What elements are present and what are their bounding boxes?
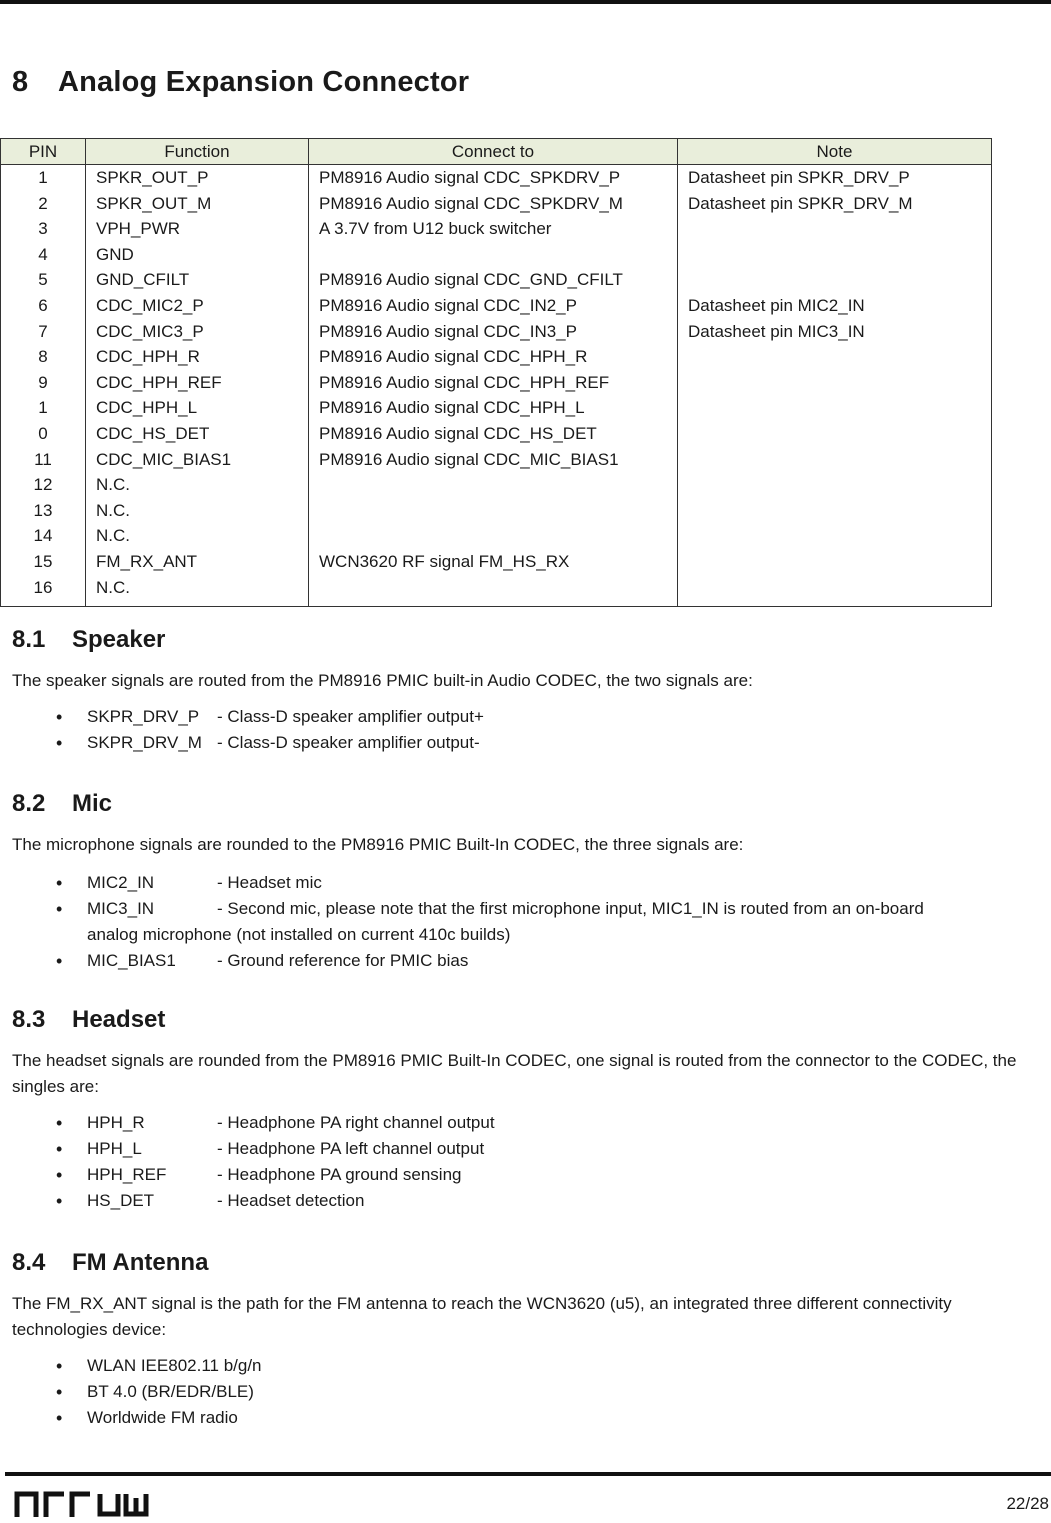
function-cell: GND: [86, 242, 309, 268]
headset-intro: The headset signals are rounded from the PM8916 PMIC Built-In CODEC, one signal is routed from the connector to the CODEC, the singles are:: [12, 1051, 1017, 1096]
speaker-intro: The speaker signals are routed from the PM8916 PMIC built-in Audio CODEC, the two signals are:: [12, 671, 753, 690]
headset-section: [12, 1006, 1032, 1214]
table-row: [1, 293, 992, 319]
note-cell: [678, 242, 992, 268]
table-row: [1, 472, 992, 498]
function-cell: SPKR_OUT_P: [86, 165, 309, 191]
table-row: [1, 421, 992, 447]
speaker-heading: 8.1 Speaker: [12, 626, 166, 653]
header-pin: PIN: [1, 139, 86, 165]
function-cell: CDC_MIC2_P: [86, 293, 309, 319]
connect-cell: PM8916 Audio signal CDC_GND_CFILT: [309, 267, 678, 293]
arrow-logo: [14, 1488, 150, 1523]
note-cell: [678, 370, 992, 396]
connect-cell: WCN3620 RF signal FM_HS_RX: [309, 549, 678, 575]
table-row: [1, 191, 992, 217]
list-item: • SKPR_DRV_M - Class-D speaker amplifier output-: [56, 733, 480, 753]
list-item: • SKPR_DRV_P - Class-D speaker amplifier output+: [56, 707, 484, 727]
note-cell: [678, 575, 992, 601]
headset-heading: 8.3 Headset: [12, 1006, 166, 1033]
list-item: • MIC2_IN - Headset mic: [56, 873, 322, 893]
connect-cell: PM8916 Audio signal CDC_SPKDRV_M: [309, 191, 678, 217]
connect-cell: [309, 498, 678, 524]
note-cell: [678, 472, 992, 498]
pin-cell: 13: [1, 498, 86, 524]
connect-cell: PM8916 Audio signal CDC_MIC_BIAS1: [309, 447, 678, 473]
list-item: • WLAN IEE802.11 b/g/n: [56, 1356, 262, 1376]
table-row: [1, 216, 992, 242]
list-item: • Worldwide FM radio: [56, 1408, 238, 1428]
note-cell: Datasheet pin SPKR_DRV_P: [678, 165, 992, 191]
pin-cell: 15: [1, 549, 86, 575]
mic-heading: 8.2 Mic: [12, 790, 113, 817]
speaker-section: [12, 626, 1032, 756]
list-item: • HS_DET - Headset detection: [56, 1191, 365, 1211]
fm-heading: 8.4 FM Antenna: [12, 1249, 209, 1276]
pin-cell: 11: [1, 447, 86, 473]
connect-cell: [309, 242, 678, 268]
pin-cell: 1: [1, 395, 86, 421]
function-cell: N.C.: [86, 472, 309, 498]
mic-section: [12, 790, 1032, 974]
connect-cell: PM8916 Audio signal CDC_HPH_REF: [309, 370, 678, 396]
connect-cell: PM8916 Audio signal CDC_IN2_P: [309, 293, 678, 319]
pin-cell: 9: [1, 370, 86, 396]
list-item: • MIC_BIAS1 - Ground reference for PMIC bias: [56, 951, 469, 971]
function-cell: CDC_MIC3_P: [86, 319, 309, 345]
pin-cell: 8: [1, 344, 86, 370]
connect-cell: PM8916 Audio signal CDC_IN3_P: [309, 319, 678, 345]
list-item: • MIC3_IN - Second mic, please note that the first microphone input, MIC1_IN is routed from an on-board analog microphone (not installed on current 410c builds): [56, 899, 924, 944]
pin-cell: 2: [1, 191, 86, 217]
table-bottom-padding: [1, 600, 992, 607]
note-cell: [678, 344, 992, 370]
note-cell: [678, 447, 992, 473]
mic-intro: The microphone signals are rounded to the PM8916 PMIC Built-In CODEC, the three signals are:: [12, 835, 744, 854]
table-row: [1, 344, 992, 370]
connect-cell: PM8916 Audio signal CDC_HPH_L: [309, 395, 678, 421]
function-cell: CDC_HPH_R: [86, 344, 309, 370]
pin-cell: 3: [1, 216, 86, 242]
table-row: [1, 242, 992, 268]
table-row: [1, 267, 992, 293]
note-cell: Datasheet pin MIC2_IN: [678, 293, 992, 319]
table-row: [1, 523, 992, 549]
connect-cell: PM8916 Audio signal CDC_HPH_R: [309, 344, 678, 370]
bottom-rule: [5, 1472, 1051, 1476]
pin-table: [0, 138, 992, 607]
table-row: [1, 395, 992, 421]
function-cell: SPKR_OUT_M: [86, 191, 309, 217]
mic-list: [12, 870, 1032, 974]
pin-cell: 4: [1, 242, 86, 268]
function-cell: CDC_MIC_BIAS1: [86, 447, 309, 473]
table-row: [1, 575, 992, 601]
header-function: Function: [86, 139, 309, 165]
pin-cell: 12: [1, 472, 86, 498]
section-title: 8 Analog Expansion Connector: [12, 66, 470, 98]
speaker-list: [12, 704, 1032, 756]
fm-section: [12, 1249, 1032, 1431]
list-item: • HPH_R - Headphone PA right channel output: [56, 1113, 495, 1133]
function-cell: CDC_HPH_REF: [86, 370, 309, 396]
table-row: [1, 498, 992, 524]
pin-cell: 6: [1, 293, 86, 319]
note-cell: [678, 421, 992, 447]
table-row: [1, 319, 992, 345]
table-row: [1, 370, 992, 396]
note-cell: Datasheet pin MIC3_IN: [678, 319, 992, 345]
list-item: • HPH_REF - Headphone PA ground sensing: [56, 1165, 462, 1185]
note-cell: [678, 216, 992, 242]
pin-cell: 7: [1, 319, 86, 345]
page-number: 22/28: [1006, 1494, 1049, 1513]
connect-cell: A 3.7V from U12 buck switcher: [309, 216, 678, 242]
header-note: Note: [678, 139, 992, 165]
connect-cell: PM8916 Audio signal CDC_SPKDRV_P: [309, 165, 678, 191]
note-cell: [678, 267, 992, 293]
function-cell: N.C.: [86, 575, 309, 601]
function-cell: FM_RX_ANT: [86, 549, 309, 575]
function-cell: CDC_HPH_L: [86, 395, 309, 421]
function-cell: VPH_PWR: [86, 216, 309, 242]
function-cell: N.C.: [86, 498, 309, 524]
headset-list: [12, 1110, 1032, 1214]
list-item: • HPH_L - Headphone PA left channel output: [56, 1139, 485, 1159]
note-cell: [678, 549, 992, 575]
top-rule: [0, 0, 1051, 4]
connect-cell: [309, 575, 678, 601]
function-cell: CDC_HS_DET: [86, 421, 309, 447]
connect-cell: [309, 472, 678, 498]
connect-cell: [309, 523, 678, 549]
pin-cell: 16: [1, 575, 86, 601]
header-connect: Connect to: [309, 139, 678, 165]
connect-cell: PM8916 Audio signal CDC_HS_DET: [309, 421, 678, 447]
fm-intro: The FM_RX_ANT signal is the path for the FM antenna to reach the WCN3620 (u5), an integrated three different connectivity technologies device:: [12, 1294, 952, 1339]
pin-cell: 14: [1, 523, 86, 549]
function-cell: GND_CFILT: [86, 267, 309, 293]
list-item: • BT 4.0 (BR/EDR/BLE): [56, 1382, 254, 1402]
pin-cell: 5: [1, 267, 86, 293]
pin-cell: 1: [1, 165, 86, 191]
table-row: [1, 165, 992, 191]
function-cell: N.C.: [86, 523, 309, 549]
table-header-row: [1, 139, 992, 165]
note-cell: [678, 395, 992, 421]
table-row: [1, 447, 992, 473]
pin-cell: 0: [1, 421, 86, 447]
note-cell: [678, 523, 992, 549]
table-row: [1, 549, 992, 575]
note-cell: [678, 498, 992, 524]
fm-list: [12, 1353, 1032, 1431]
note-cell: Datasheet pin SPKR_DRV_M: [678, 191, 992, 217]
